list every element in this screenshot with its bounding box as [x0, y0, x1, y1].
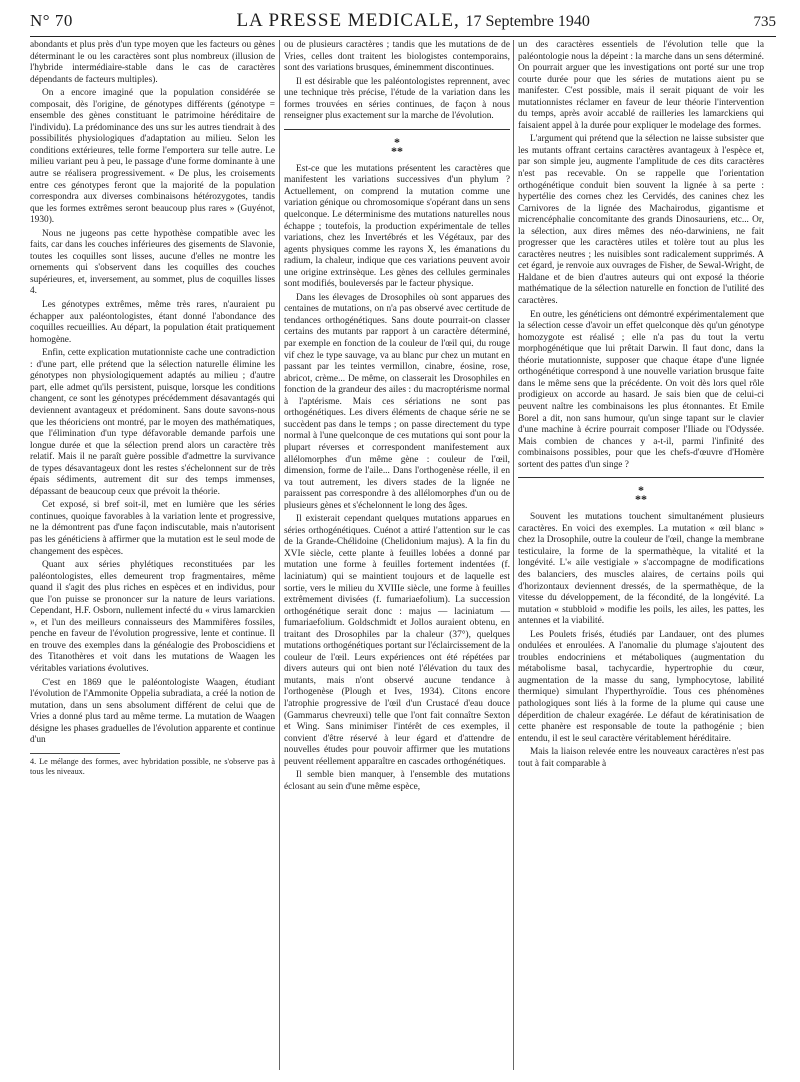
issue-number: N° 70 — [30, 11, 73, 30]
journal-name: LA PRESSE MEDICALE, — [236, 10, 460, 31]
paragraph: abondants et plus près d'un type moyen que les facteurs ou gènes déterminant le ou les caractères sont plus nombreux (illusion de l'hybride intermédiaire-stable dans le cas de caractères dépendants de facteurs multiples). — [30, 40, 275, 85]
section-rule — [518, 477, 764, 478]
section-rule — [284, 129, 510, 130]
column-3 — [518, 40, 764, 770]
paragraph: Nous ne jugeons pas cette hypothèse compatible avec les faits, car dans les couches inférieures des gisements de Slavonie, toutes les coquilles sont lisses, aucune d'elles ne montre les ornements qui s'observent dans les coquilles des couches supérieures, et, inversement, au sommet, plus de coquilles lisses 4. — [30, 228, 275, 297]
paragraph: Cet exposé, si bref soit-il, met en lumière que les séries continues, quoique favorables à la variation lente et progressive, ne la démontrent pas d'une façon indiscutable, mais n'autorisent pas les généticiens à affirmer que la mutation est le seul mode de changement des espèces. — [30, 500, 275, 557]
column-1 — [30, 40, 275, 777]
paragraph: Quant aux séries phylétiques reconstituées par les paléontologistes, elles demeurent trop fragmentaires, même quand il s'agit des plus riches en espèces et en individus, pour que l'on puisse se prononcer sur la nature de leurs variations. Cependant, H.F. Osborn, nullement infecté du « virus lamarckien », et l'un des meilleurs connaisseurs des Mammifères fossiles, penche en faveur de l'évolution progressive, lente et continue. Il en trouve des exemples dans la généalogie des Proboscidiens et des Titanothères et voit dans les mutations de Waagen les véritables variations évolutives. — [30, 560, 275, 674]
paragraph: L'argument qui prétend que la sélection ne laisse subsister que les mutants offrant certains caractères avantageux à l'espèce et, par son simple jeu, augmente l'amplitude de ces dits caractères n'est pas recevable. On se rappelle que l'orientation orthogénétique conduit bien souvent la lignée à sa perte : hypertélie des cornes chez les Cervidés, des canines chez les Carnivores de la lignée des Machairodus, gigantisme et micrencéphalie concomitante des grands Dinosauriens, etc... Or, la sélection, aux dires mêmes des néo-darwiniens, ne fait progresser que les caractères utiles et tolère tout au plus les caractères neutres ; les nuisibles sont radicalement supprimés. A cet égard, je renvoie aux ouvrages de Fisher, de Sewal-Wright, de Haldane et de bien d'autres auteurs qui ont exposé la théorie mathématique de la sélection naturelle en fonction de l'utilité des caractères. — [518, 134, 764, 307]
paragraph: C'est en 1869 que le paléontologiste Waagen, étudiant l'évolution de l'Ammonite Oppelia subradiata, a créé la notion de mutation, dans un sens absolument différent de celui que de Vries a donné plus tard au même terme. La mutation de Waagen désigne les phases graduelles de l'évolution apparente et continue d'un — [30, 677, 275, 746]
section-separator-stars — [518, 483, 764, 507]
paragraph: Les Poulets frisés, étudiés par Landauer, ont des plumes ondulées et enroulées. A l'anomalie du plumage s'ajoutent des troubles endocriniens et métaboliques (augmentation du métabolisme basal, tachycardie, hypertrophie du cœur, augmentation de la masse du sang, lymphocytose, labilité thermique) simulant l'hyperthyroïdie. Tous ces phénomènes pathologiques sont liés à la forme de la plume qui cause une déperdition de chaleur exagérée. Le défaut de kératinisation de cette phanère est responsable de toute la pathogénie ; bien entendu, il est le seul caractère véritablement héréditaire. — [518, 629, 764, 744]
paragraph: un des caractères essentiels de l'évolution telle que la paléontologie nous la dépeint : la marche dans un sens déterminé. On pourrait arguer que les investigations ont porté sur une trop courte durée pour que les séries de mutations aient pu se manifester. C'est possible, mais il serait piquant de voir les mutationnistes réclamer en faveur de leur théorie l'intervention du temps, après avoir accablé de railleries les lamarckiens qui faisaient appel à la durée pour expliquer le modelage des formes. — [518, 40, 764, 131]
paragraph: ou de plusieurs caractères ; tandis que les mutations de de Vries, celles dont traitent les biologistes contemporains, sont des variations brusques, éminemment discontinues. — [284, 40, 510, 74]
page-number: 735 — [753, 14, 776, 30]
page-header — [30, 10, 776, 37]
paragraph: Enfin, cette explication mutationniste cache une contradiction : d'une part, elle prétend que la sélection naturelle élimine les génotypes non physiologiquement adaptés au milieu ; d'autre part, elle admet qu'ils persistent, puisque, lorsque les conditions changent, ce sont les génotypes précédemment désavantagés qui deviennent avantageux et prédominent. Sans doute savons-nous que les théoriciens ont montré, par le moyen des mathématiques, que l'élimination d'un type défavorable demande parfois une longue durée et que la sélection prend alors un caractère très relatif. Mais il ne paraît guère possible d'admettre la survivance de types désavantageux dont les restes s'échelonnent sur de très épais sédiments, autrement dit sur des temps immenses, dépassant de beaucoup ceux que prévoit la théorie. — [30, 348, 275, 497]
star-pair — [518, 492, 764, 507]
paragraph: Il est désirable que les paléontologistes reprennent, avec une technique très précise, l'étude de la variation dans les formes trouvées en séries continues, de façon à nous renseigner plus exactement sur la marche de l'évolution. — [284, 76, 510, 122]
star-top: * — [638, 483, 644, 498]
paragraph: Mais la liaison relevée entre les nouveaux caractères n'est pas tout à fait comparable à — [518, 747, 764, 769]
footnote-rule — [30, 753, 120, 754]
column-rule-right — [513, 40, 514, 1070]
star-left: * — [635, 492, 641, 507]
journal-title — [236, 10, 589, 32]
star-top: * — [394, 134, 400, 149]
paragraph: On a encore imaginé que la population considérée se composait, dès l'origine, de génotypes différents (génotype = ensemble des gènes constituant le patrimoine héréditaire de l'individu). La prédominance des uns sur les autres tiendrait à des possibilités physiologiques d'adaptation au milieu. Selon les conditions extérieures, telle forme l'emportera sur telle autre. Le milieu variant peu à peu, le passage d'une forme dominante à une autre se réalisera progressivement. « De plus, les croisements entre ces génotypes feront que la majorité de la population correspondra aux diverses combinaisons hétérozygotes, tandis que les formes extrêmes seront beaucoup plus rares » (Guyénot, 1930). — [30, 88, 275, 226]
footnote: 4. Le mélange des formes, avec hybridation possible, ne s'observe pas à tous les niveaux. — [30, 756, 275, 776]
column-2 — [284, 40, 510, 793]
column-rule-left — [279, 40, 280, 1070]
issue-date: 17 Septembre 1940 — [465, 13, 590, 30]
section-separator-stars — [284, 134, 510, 158]
paragraph: Est-ce que les mutations présentent les caractères que manifestent les variations successives d'un phylum ? Actuellement, on comprend la mutation comme une variation génique ou chromosomique s'opérant dans un sens quelconque. Le déterminisme des mutations naturelles nous échappe ; toutefois, la production expérimentale de telles variations, chez les Invertébrés et les Végétaux, par des agents physiques comme les rayons X, les émanations du radium, la chaleur, indique que ces variations peuvent avoir une origine extrinsèque. Les gènes des cellules germinales sont modifiés, bouleversés par le facteur physique. — [284, 163, 510, 290]
star-right: * — [641, 492, 647, 507]
star-pair — [284, 143, 510, 158]
paragraph: En outre, les généticiens ont démontré expérimentalement que la sélection cesse d'avoir un effet quelconque dès qu'un génotype homozygote est réalisé ; elle n'a pas du tout la vertu morphogénétique que lui prêtait Darwin. Il faut donc, dans la théorie mutationniste, supposer que chaque étape d'une lignée orthogénétique correspond à une nouvelle variation brusque faite dans le même sens que la précédente. On voit dès lors quel rôle prodigieux on accorde au hasard. Je sais bien que de celui-ci peuvent naître les combinaisons les plus étonnantes. Et Emile Borel a dit, non sans humour, qu'un singe tapant sur le clavier d'une machine à écrire pourrait composer l'Iliade ou l'Odyssée. Mais combien de chances y a-t-il, parmi l'infinité des combinaisons possibles, pour que les chefs-d'œuvre d'Homère sortent des pattes d'un singe ? — [518, 309, 764, 470]
paragraph: Dans les élevages de Drosophiles où sont apparues des centaines de mutations, on n'a pas observé avec certitude de tendances orthogénétiques. Sans doute pourrait-on classer certains des mutants par rapport à un caractère déterminé, par exemple en fonction de la couleur de l'œil qui, du rouge vif chez le type sauvage, va au blanc pur chez un mutant en passant par les teintes vermillon, cinabre, éosine, rose, abricot, crème... De même, on classerait les Drosophiles en fonction de la grandeur des ailes : du macroptérisme normal à l'aptérisme. Mais ces sériations ne sont pas orthogénétiques. Les divers éléments de chaque série ne se succèdent pas dans le temps ; on passe directement du type normal à l'une quelconque de ces mutations qui sont pour la plupart réverses et correspondent manifestement aux allélomorphes d'un même gène : couleur de l'œil, dimension, forme de l'aile... Dans l'orthogenèse réelle, il en va tout autrement, les divers stades de la lignée ne paraissent pas correspondre à des allélomorphes d'un ou de plusieurs gènes et s'échelonnent le long des âges. — [284, 292, 510, 511]
paragraph: Les génotypes extrêmes, même très rares, n'auraient pu échapper aux paléontologistes, étant donné l'abondance des coquilles recueillies. Au départ, la population était pratiquement homogène. — [30, 300, 275, 345]
paragraph: Il existerait cependant quelques mutations apparues en séries orthogénétiques. Cuénot a attiré l'attention sur le cas de la Grande-Chélidoine (Chelidonium majus). A la fin du XVIe siècle, cette plante à feuilles lobées a donné par mutation une forme à feuilles fortement indentées (f. laciniatum) qui se maintient toujours et de laquelle est sortie, vers le milieu du XVIIIe siècle, une forme à feuilles extrêmement divisées (f. fumariaefolium). La succession orthogénétique serait donc : majus — laciniatum — fumariaefolium. Goldschmidt et Jollos auraient obtenu, en traitant des Drosophiles par la chaleur (37°), quelques mutations orthogénétiques portant sur l'éclaircissement de la couleur de l'œil. Leurs expériences ont été répétées par divers auteurs qui ont bien noté l'élévation du taux des mutants, mais n'ont observé aucune tendance à l'orthogenèse (Plough et Ives, 1934). Citons encore l'atrophie progressive de l'œil d'un Crustacé d'eau douce (Gammarus chevreuxi) telle que l'ont fait connaître Sexton et Wing. Sans minimiser l'intérêt de ces exemples, il convient d'être réservé à leur égard et d'attendre de nouvelles études pour pouvoir affirmer que les mutations peuvent réellement apparaître en cascades orthogénétiques. — [284, 514, 510, 767]
star-right: * — [397, 143, 403, 158]
paragraph: Il semble bien manquer, à l'ensemble des mutations éclosant au sein d'une même espèce, — [284, 770, 510, 792]
star-left: * — [391, 143, 397, 158]
paragraph: Souvent les mutations touchent simultanément plusieurs caractères. En voici des exemples. La mutation « œil blanc » chez la Drosophile, outre la couleur de l'œil, change la membrane testiculaire, la forme de la spermathèque, la vitalité et la longévité. L'« aile vestigiale » s'accompagne de modifications des balanciers, des muscles alaires, de certains poils qui d'horizontaux deviennent dressés, de la spermathèque, de la vitesse du développement, de la fécondité, de la longévité. La mutation « stubbloid » modifie les poils, les ailes, les pattes, les antennes et la viabilité. — [518, 512, 764, 627]
